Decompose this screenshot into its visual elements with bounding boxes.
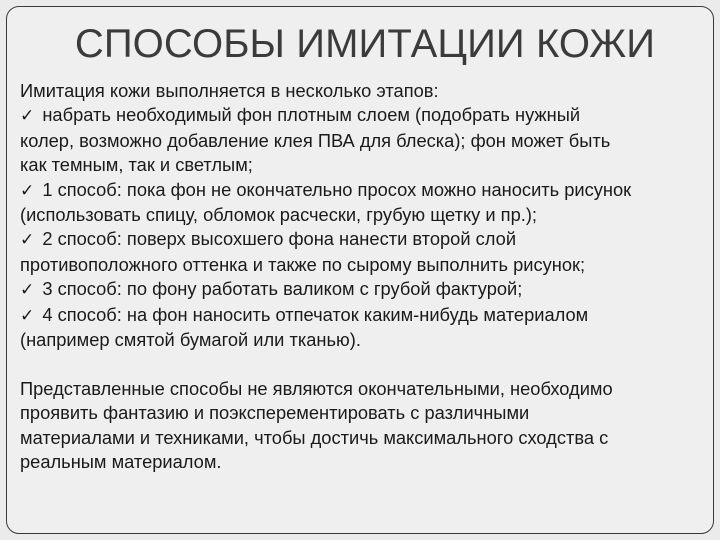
intro-line <box>20 79 708 103</box>
checkmark-icon: ✓ <box>20 305 35 326</box>
text-line: Представленные способы не являются окончательными, необходимо <box>20 377 613 399</box>
text-line: как темным, так и светлым; <box>20 154 253 176</box>
text-line: (использовать спицу, обломок расчески, грубую щетку и пр.); <box>20 204 537 226</box>
conclusion-line <box>20 450 708 474</box>
continuation-line <box>20 328 708 352</box>
continuation-line <box>20 253 708 277</box>
checkmark-icon: ✓ <box>20 106 35 127</box>
conclusion-line <box>20 426 708 450</box>
continuation-line <box>20 129 708 153</box>
conclusion-line <box>20 377 708 401</box>
text-line: Имитация кожи выполняется в несколько этапов: <box>20 80 439 101</box>
checkmark-icon: ✓ <box>20 180 35 201</box>
text-line: колер, возможно добавление клея ПВА для блеска); фон может быть <box>20 129 611 151</box>
bullet-line <box>20 227 708 252</box>
text-line: набрать необходимый фон плотным слоем (подобрать нужный <box>37 104 581 126</box>
text-line: 4 способ: на фон наносить отпечаток каким-нибудь материалом <box>37 303 589 325</box>
text-line: реальным материалом. <box>20 451 222 473</box>
text-line: противоположного оттенка и также по сырому выполнить рисунок; <box>20 253 586 275</box>
text-line: 1 способ: пока фон не окончательно просох можно наносить рисунок <box>37 178 632 200</box>
conclusion-line <box>20 401 708 425</box>
text-line: 3 способ: по фону работать валиком с грубой фактурой; <box>37 278 523 300</box>
slide-body <box>20 79 708 474</box>
slide-title: СПОСОБЫ ИМИТАЦИИ КОЖИ <box>74 22 656 66</box>
bullet-line <box>20 178 708 203</box>
continuation-line <box>20 153 708 177</box>
text-line: 2 способ: поверх высохшего фона нанести второй слой <box>37 228 517 250</box>
continuation-line <box>20 203 708 227</box>
bullet-line <box>20 103 708 128</box>
checkmark-icon: ✓ <box>20 230 35 251</box>
checkmark-icon: ✓ <box>20 280 35 301</box>
paragraph-gap <box>20 352 708 376</box>
text-line: (например смятой бумагой или тканью). <box>20 329 361 351</box>
bullet-line <box>20 303 708 328</box>
text-line: материалами и техниками, чтобы достичь максимального сходства с <box>20 426 609 448</box>
bullet-line <box>20 277 708 302</box>
text-line: проявить фантазию и поэксперементировать с различными <box>20 402 530 424</box>
